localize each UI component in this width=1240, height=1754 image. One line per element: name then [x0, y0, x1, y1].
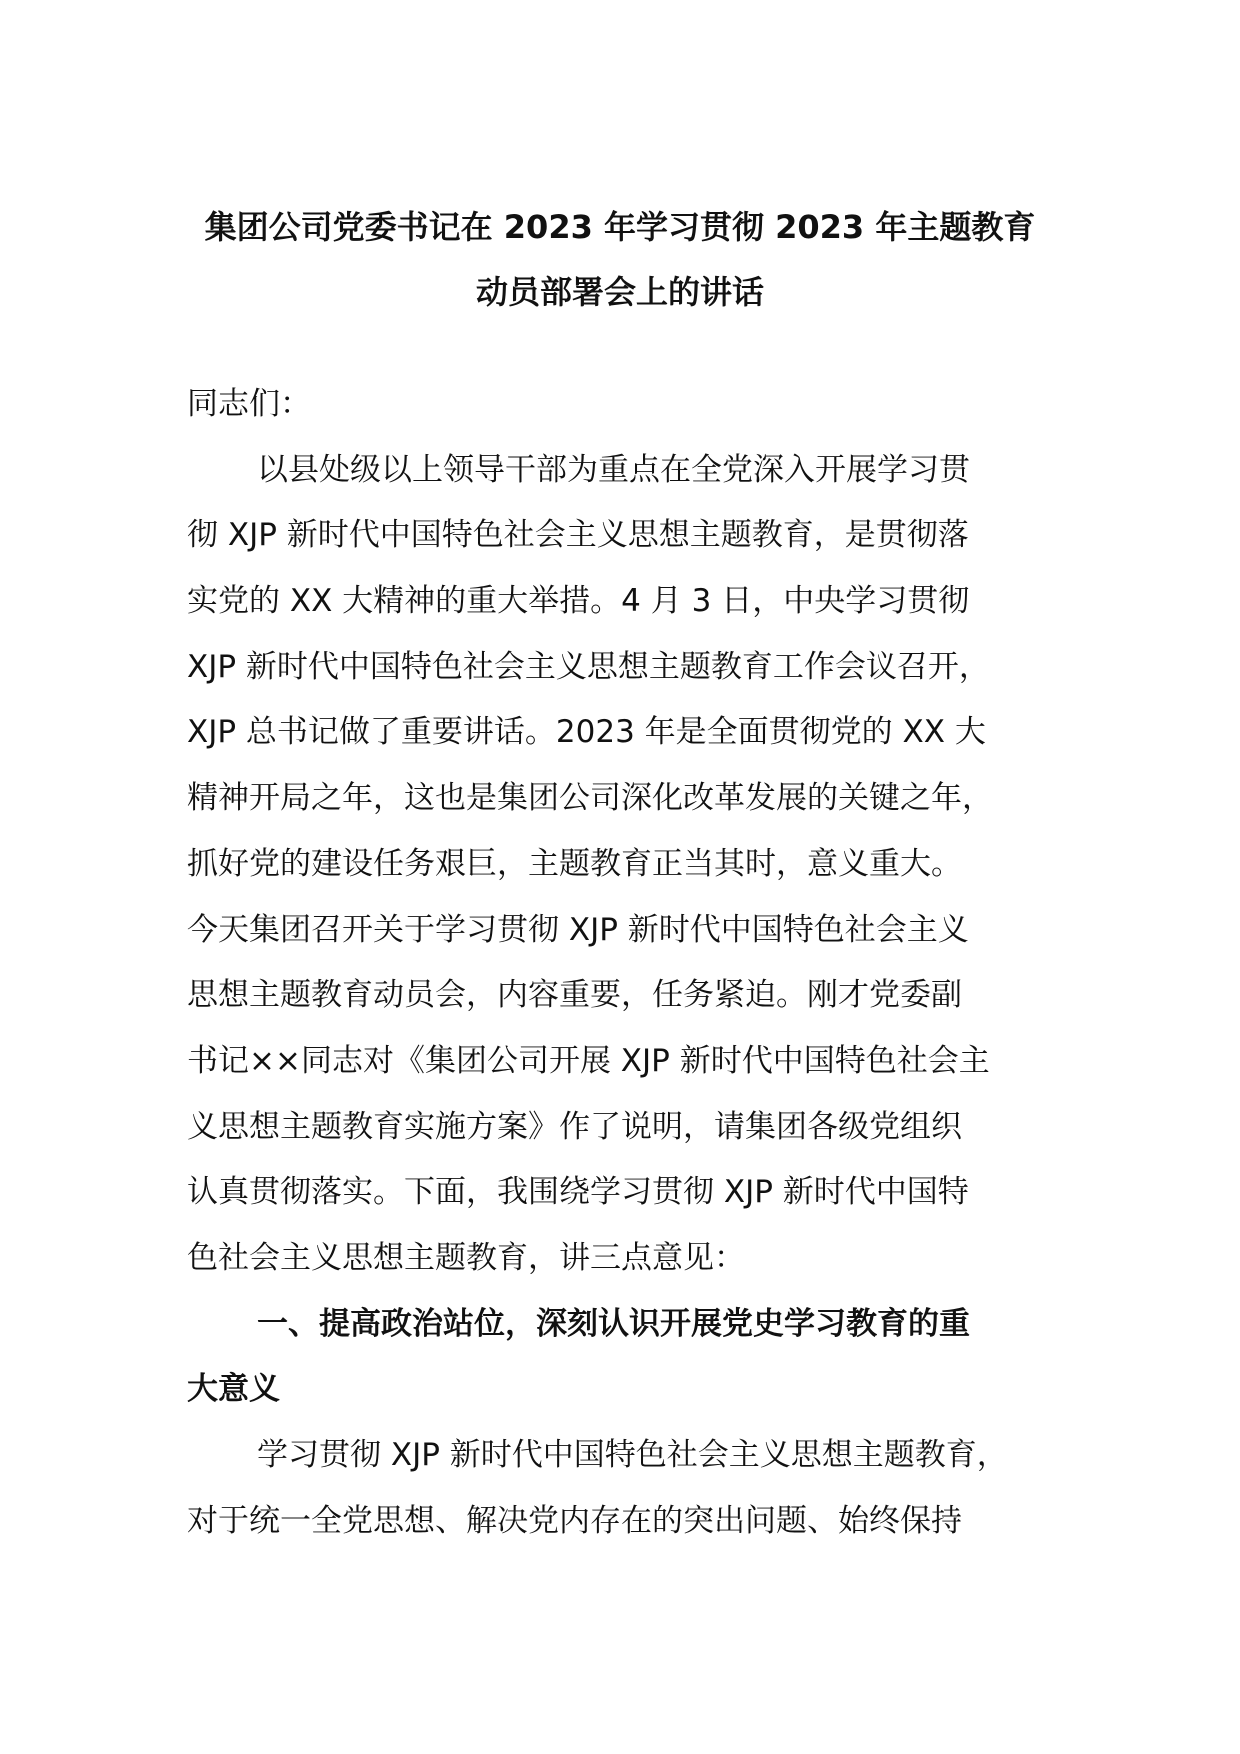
- paragraph-line: 今天集团召开关于学习贯彻 XJP 新时代中国特色社会主义: [187, 911, 969, 948]
- paragraph-line: XJP 总书记做了重要讲话。2023 年是全面贯彻党的 XX 大: [187, 714, 986, 751]
- paragraph-line: 义思想主题教育实施方案》作了说明，请集团各级党组织: [187, 1108, 962, 1145]
- paragraph-line: 以县处级以上领导干部为重点在全党深入开展学习贯: [257, 451, 970, 488]
- document-title-line-1: 集团公司党委书记在 2023 年学习贯彻 2023 年主题教育: [204, 208, 1036, 246]
- paragraph-line: 实党的 XX 大精神的重大举措。4 月 3 日，中央学习贯彻: [187, 583, 970, 620]
- paragraph-line: 色社会主义思想主题教育，讲三点意见：: [187, 1239, 745, 1276]
- document-title-line-2: 动员部署会上的讲话: [475, 273, 764, 311]
- document-body: [187, 372, 1067, 1554]
- paragraph-line: 认真贯彻落实。下面，我围绕学习贯彻 XJP 新时代中国特: [187, 1174, 969, 1211]
- paragraph-line: XJP 新时代中国特色社会主义思想主题教育工作会议召开，: [187, 648, 990, 685]
- salutation: 同志们：: [187, 386, 311, 422]
- paragraph-line: 思想主题教育动员会，内容重要，任务紧迫。刚才党委副: [187, 977, 962, 1014]
- paragraph-line: 抓好党的建设任务艰巨，主题教育正当其时，意义重大。: [187, 845, 962, 882]
- paragraph-line: 彻 XJP 新时代中国特色社会主义思想主题教育，是贯彻落: [187, 517, 969, 554]
- section-heading-line: 大意义: [187, 1371, 280, 1408]
- paragraph-line: 书记××同志对《集团公司开展 XJP 新时代中国特色社会主: [187, 1042, 990, 1079]
- paragraph-line: 精神开局之年，这也是集团公司深化改革发展的关键之年，: [187, 780, 993, 817]
- paragraph-line: 对于统一全党思想、解决党内存在的突出问题、始终保持: [187, 1502, 962, 1539]
- paragraph-line: 学习贯彻 XJP 新时代中国特色社会主义思想主题教育，: [257, 1437, 1008, 1473]
- section-heading-line: 一、提高政治站位，深刻认识开展党史学习教育的重: [257, 1305, 970, 1342]
